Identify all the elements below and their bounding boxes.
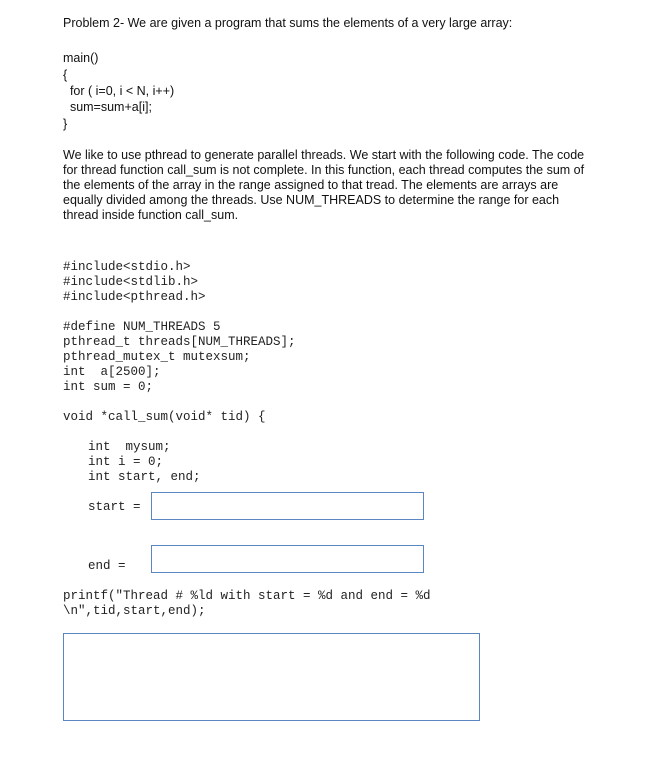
local-mysum: int mysum; <box>88 440 171 454</box>
local-start-end: int start, end; <box>88 470 201 484</box>
local-i: int i = 0; <box>88 455 164 469</box>
printf-line-1: printf("Thread # %ld with start = %d and end = %d <box>63 589 431 603</box>
mutex-declaration: pthread_mutex_t mutexsum; <box>63 350 251 364</box>
include-pthread: #include<pthread.h> <box>63 290 206 304</box>
start-answer-box[interactable] <box>151 492 424 520</box>
define-num-threads: #define NUM_THREADS 5 <box>63 320 221 334</box>
end-label: end = <box>88 559 126 573</box>
main-line-5: } <box>63 117 68 131</box>
function-body-answer-text <box>64 634 479 646</box>
include-stdlib: #include<stdlib.h> <box>63 275 199 289</box>
end-answer-text <box>152 546 423 558</box>
start-label: start = <box>88 500 141 514</box>
include-stdio: #include<stdio.h> <box>63 260 191 274</box>
problem-title: Problem 2- We are given a program that sums the elements of a very large array: <box>63 16 513 30</box>
array-declaration: int a[2500]; <box>63 365 161 379</box>
start-answer-text <box>152 493 423 505</box>
main-line-3: for ( i=0, i < N, i++) <box>63 84 175 98</box>
sum-declaration: int sum = 0; <box>63 380 154 394</box>
problem-description: We like to use pthread to generate parallel threads. We start with the following code. The code for thread function call_sum is not complete. In this function, each thread computes the sum of the elements of the array in the range assigned to that tread. The elements are arrays are equally divided among the threads. Use NUM_THREADS to determine the range for each thread inside function call_sum. <box>63 148 585 222</box>
main-line-4: sum=sum+a[i]; <box>63 100 152 114</box>
printf-line-2: \n",tid,start,end); <box>63 604 206 618</box>
threads-declaration: pthread_t threads[NUM_THREADS]; <box>63 335 296 349</box>
main-line-2: { <box>63 68 68 82</box>
call-sum-signature: void *call_sum(void* tid) { <box>63 410 266 424</box>
function-body-answer-box[interactable] <box>63 633 480 721</box>
end-answer-box[interactable] <box>151 545 424 573</box>
main-line-1: main() <box>63 51 99 65</box>
